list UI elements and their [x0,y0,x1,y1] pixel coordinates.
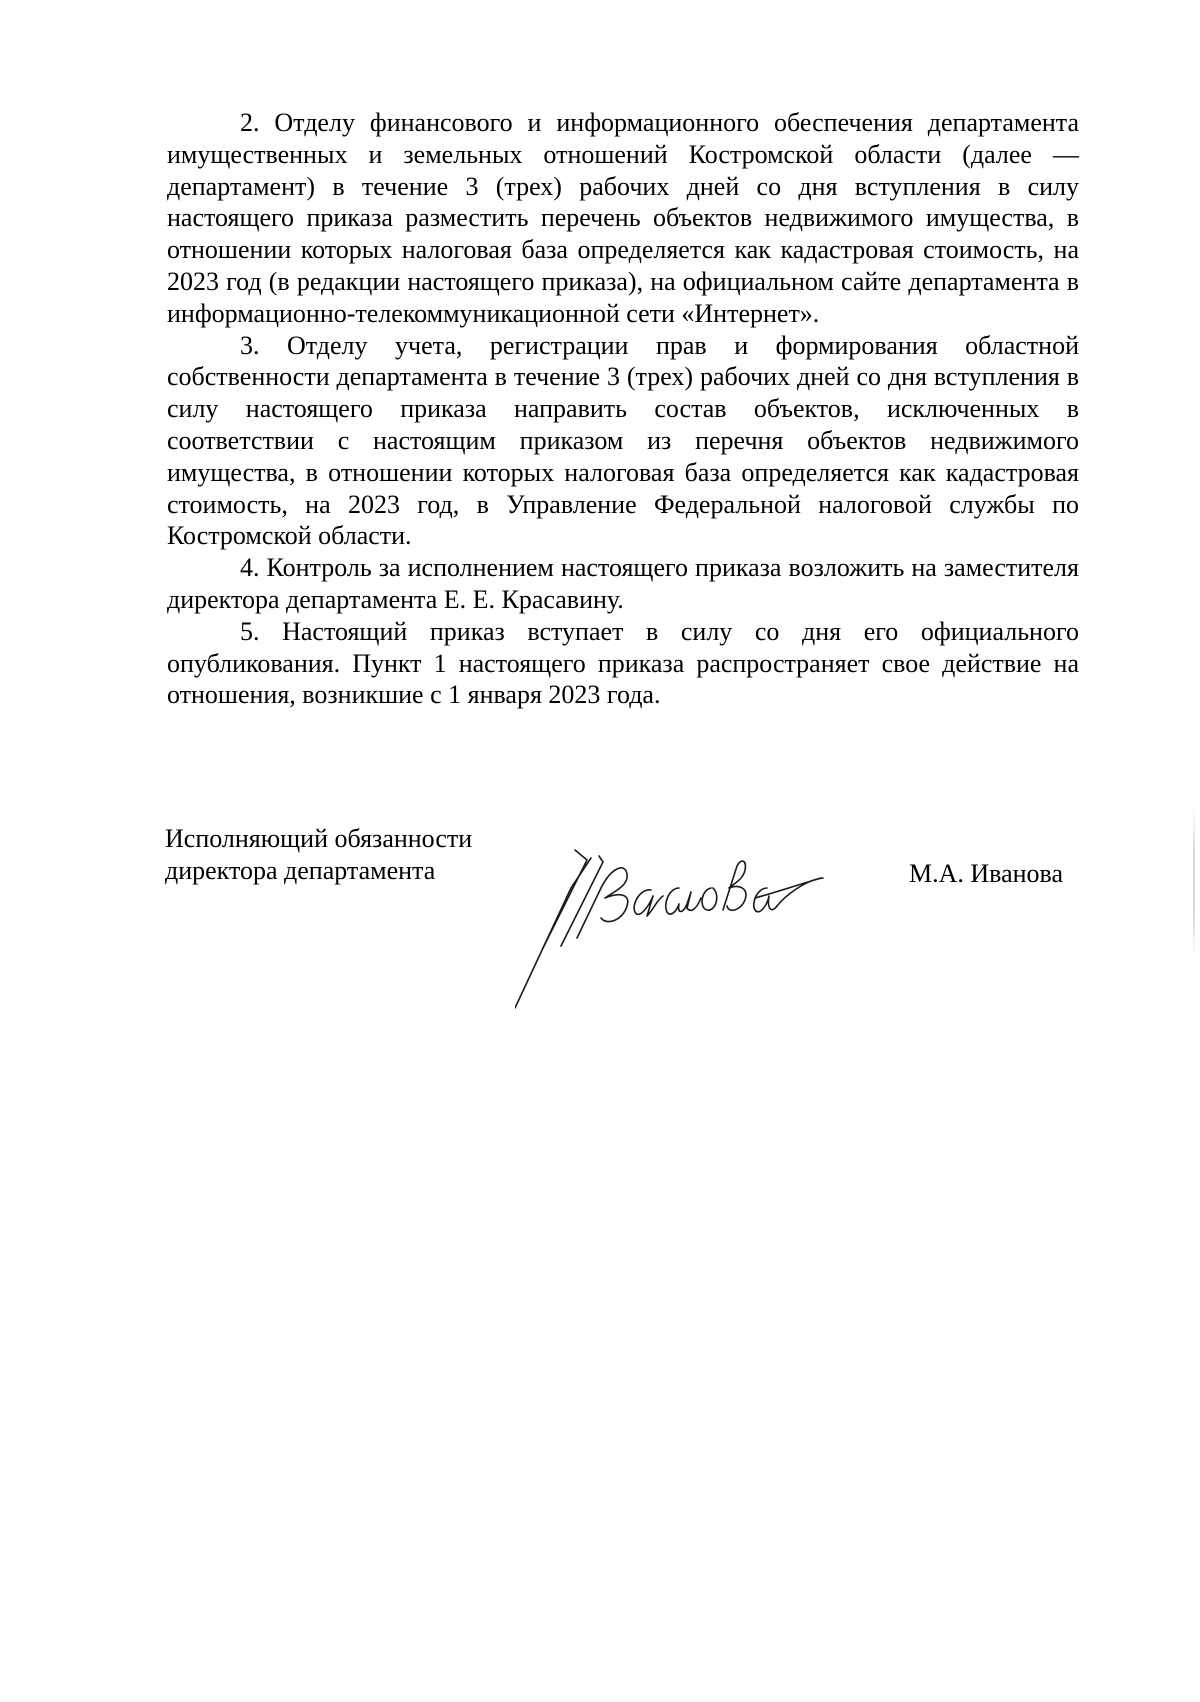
document-body [167,107,1079,711]
paragraph-5: 5. Настоящий приказ вступает в силу со дня его официального опубликования. Пункт 1 настоящего приказа распространяет свое действие на отношения, возникшие с 1 января 2023 года. [167,616,1079,710]
paragraph-4: 4. Контроль за исполнением настоящего приказа возложить на заместителя директора департамента Е. Е. Красавину. [167,553,1079,614]
handwritten-signature [515,848,825,1018]
paragraph-3: 3. Отделу учета, регистрации прав и формирования областной собственности департамента в течение 3 (трех) рабочих дней со дня вступления в силу настоящего приказа направить состав объектов, исключенных в соответствии с настоящим приказом из перечня объектов недвижимого имущества, в отношении которых налоговая база определяется как кадастровая стоимость, на 2023 год, в Управление Федеральной налоговой службы по Костромской области. [167,330,1079,551]
scan-edge-shadow [1193,808,1195,958]
paragraph-2: 2. Отделу финансового и информационного обеспечения департамента имущественных и земельных отношений Костромской области (далее — департамент) в течение 3 (трех) рабочих дней со дня вступления в силу настоящего приказа разместить перечень объектов недвижимого имущества, в отношении которых налоговая база определяется как кадастровая стоимость, на 2023 год (в редакции настоящего приказа), на официальном сайте департамента в информационно-телекоммуникационной сети «Интернет». [167,108,1079,328]
signer-name: М.А. Иванова [909,859,1064,888]
signer-position [165,823,472,887]
signer-position-line-2: директора департамента [165,856,436,885]
signer-position-line-1: Исполняющий обязанности [165,824,473,853]
